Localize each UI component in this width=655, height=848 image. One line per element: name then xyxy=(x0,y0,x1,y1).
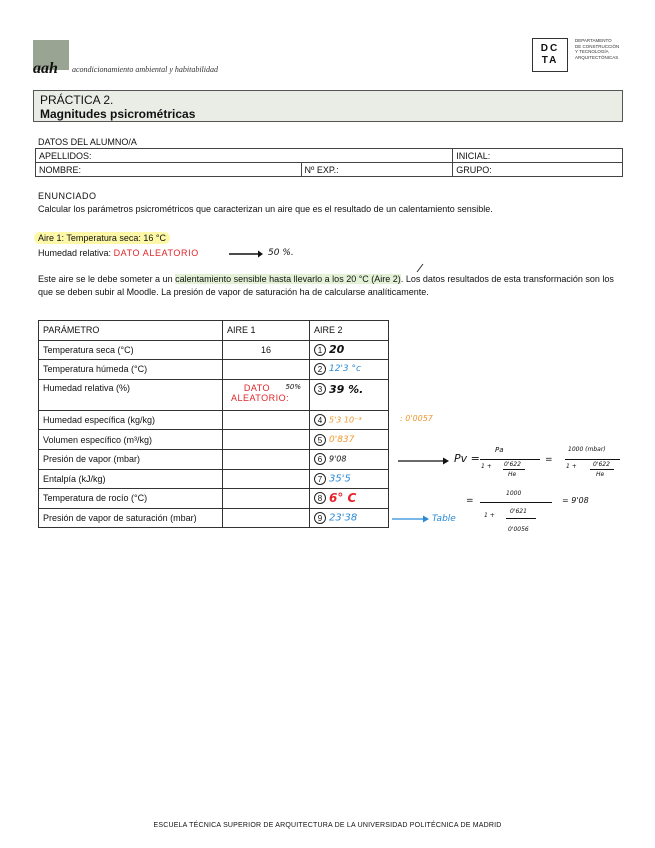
header-parametro: PARÁMETRO xyxy=(39,321,223,341)
row-number: 9 xyxy=(314,512,326,524)
aire2-cell[interactable] xyxy=(310,360,389,380)
param-cell: Temperatura húmeda (°C) xyxy=(39,360,223,380)
param-cell: Humedad específica (kg/kg) xyxy=(39,410,223,430)
dept-name xyxy=(575,38,645,60)
aire1-cell[interactable] xyxy=(223,379,310,410)
hum-especifica-note: : 0'0057 xyxy=(400,414,433,423)
aire1-label: Aire 1: Temperatura seca: 16 °C xyxy=(34,232,170,244)
statement-paragraph xyxy=(38,273,628,299)
row-number: 7 xyxy=(314,473,326,485)
dept-logo-line2: TA xyxy=(541,55,559,66)
param-text: Volumen específico (m³/kg) xyxy=(43,434,153,445)
pv-label: Pv = xyxy=(454,452,480,465)
para-highlight: calentamiento sensible hasta llevarlo a los 20 °C (Aire 2) xyxy=(175,274,401,284)
aire2-value: 5'3 10⁻³ xyxy=(329,415,362,425)
formula-frac-num: 0'622 xyxy=(593,461,610,468)
logo-subtitle: acondicionamiento ambiental y habitabilidad xyxy=(72,65,218,74)
aire2-cell[interactable] xyxy=(310,449,389,469)
row-number: 5 xyxy=(314,434,326,446)
nombre-label: NOMBRE: xyxy=(39,164,82,175)
table-row xyxy=(39,360,389,380)
header-aire1: AIRE 1 xyxy=(223,321,310,341)
fraction-bar xyxy=(503,469,525,470)
aire2-value: 0'837 xyxy=(329,434,355,445)
aire1-cell[interactable] xyxy=(223,508,310,528)
fraction-bar xyxy=(480,459,540,460)
table-row xyxy=(39,430,389,450)
aire2-cell[interactable] xyxy=(310,508,389,528)
formula-frac-den2: 0'0056 xyxy=(508,526,529,533)
aire2-value: 23'38 xyxy=(329,512,358,524)
table-row xyxy=(39,489,389,509)
dept-name-line: Y TECNOLOGÍA xyxy=(575,49,609,54)
header-aire2: AIRE 2 xyxy=(310,321,389,341)
humedad-handwritten-note: 50 %. xyxy=(268,248,294,258)
row-number: 6 xyxy=(314,453,326,465)
apellidos-label: APELLIDOS: xyxy=(39,150,92,161)
row-number: 2 xyxy=(314,363,326,375)
aire1-cell[interactable] xyxy=(223,489,310,509)
fraction-bar xyxy=(506,518,536,519)
aire1-note: 50% xyxy=(285,382,302,391)
humedad-line xyxy=(38,248,199,258)
inicial-label: INICIAL: xyxy=(456,150,491,161)
param-cell: Presión de vapor (mbar) xyxy=(39,449,223,469)
student-section-title: DATOS DEL ALUMNO/A xyxy=(38,137,137,147)
formula-frac-num2: 0'621 xyxy=(510,508,527,515)
aire2-value: 35'5 xyxy=(329,473,351,485)
aire2-value: 6° C xyxy=(329,491,357,506)
para-text: . Los datos resultados de esta transformación son los que se deben subir al Moodle. La presión de vapor de saturación ha de calcularse analíticamente. xyxy=(38,274,614,297)
fraction-bar xyxy=(565,459,620,460)
aire1-cell[interactable] xyxy=(223,410,310,430)
aire2-value: 12'3 °c xyxy=(329,364,361,375)
table-row xyxy=(39,469,389,489)
aire2-value: 9'08 xyxy=(329,454,347,464)
dept-logo xyxy=(532,38,568,72)
formula-equals: = xyxy=(545,455,553,465)
statement-heading: ENUNCIADO xyxy=(38,191,97,201)
formula-one-plus: 1 + xyxy=(566,463,577,470)
dato-aleatorio: DATO ALEATORIO: xyxy=(230,382,290,403)
aire2-value: 20 xyxy=(329,343,345,357)
row-number: 8 xyxy=(314,492,326,504)
nexp-label: Nº EXP.: xyxy=(304,164,339,175)
aire1-cell[interactable] xyxy=(223,449,310,469)
formula-one-plus: 1 + xyxy=(481,463,492,470)
table-row xyxy=(39,449,389,469)
table-row xyxy=(39,410,389,430)
formula-frac-num: 0'622 xyxy=(504,461,521,468)
param-cell: Humedad relativa (%) xyxy=(39,379,223,410)
param-cell: Temperatura seca (°C) xyxy=(39,340,223,360)
table-row xyxy=(39,508,389,528)
formula-result: = 9'08 xyxy=(562,496,589,505)
dept-name-line: ARQUITECTÓNICAS xyxy=(575,54,619,60)
formula-one-plus: 1 + xyxy=(484,512,495,519)
formula-num-1000: 1000 (mbar) xyxy=(568,446,606,453)
aire2-cell[interactable] xyxy=(310,340,389,360)
dept-name-line: DE CONSTRUCCIÓN xyxy=(575,43,620,49)
aire1-cell[interactable] xyxy=(223,360,310,380)
formula-1000: 1000 xyxy=(506,490,522,497)
aire2-cell[interactable] xyxy=(310,379,389,410)
statement-body: Calcular los parámetros psicrométricos que caracterizan un aire que es el resultado de un calentamiento sensible. xyxy=(38,204,493,214)
aire2-cell[interactable] xyxy=(310,410,389,430)
arrow-icon xyxy=(392,514,430,524)
formula-frac-den: He xyxy=(596,471,605,478)
arrow-icon xyxy=(398,456,450,466)
tabla-note: Table xyxy=(432,514,456,524)
aire1-cell[interactable]: 16 xyxy=(223,340,310,360)
param-cell xyxy=(39,430,223,450)
aire2-value: 39 %. xyxy=(329,382,364,396)
fraction-bar xyxy=(480,502,552,503)
footer: ESCUELA TÉCNICA SUPERIOR DE ARQUITECTURA DE LA UNIVERSIDAD POLITÉCNICA DE MADRID xyxy=(153,822,502,829)
aire2-cell[interactable] xyxy=(310,489,389,509)
para-text: Este aire se le debe someter a un xyxy=(38,274,176,284)
formula-frac-den: He xyxy=(508,471,517,478)
aire1-cell[interactable] xyxy=(223,430,310,450)
nombre-field[interactable] xyxy=(36,163,302,177)
logo-text: aah xyxy=(33,60,58,77)
aire2-cell[interactable] xyxy=(310,430,389,450)
param-cell: Entalpía (kJ/kg) xyxy=(39,469,223,489)
aire1-cell[interactable] xyxy=(223,469,310,489)
practice-title: Magnitudes psicrométricas xyxy=(40,107,196,121)
practice-number: PRÁCTICA 2. xyxy=(40,93,114,107)
dept-logo-line1: DC xyxy=(540,43,560,54)
row-number: 3 xyxy=(314,383,326,395)
grupo-label: GRUPO: xyxy=(456,164,492,175)
param-cell: Presión de vapor de saturación (mbar) xyxy=(39,508,223,528)
nexp-field[interactable] xyxy=(301,163,453,177)
parameters-table xyxy=(38,320,389,528)
arrow-icon xyxy=(228,248,264,258)
pen-mark-icon xyxy=(415,263,425,273)
grupo-field[interactable] xyxy=(453,163,623,177)
table-row xyxy=(39,379,389,410)
humedad-value: DATO ALEATORIO xyxy=(113,248,199,258)
fraction-bar xyxy=(590,469,614,470)
param-cell: Temperatura de rocío (°C) xyxy=(39,489,223,509)
row-number: 1 xyxy=(314,344,326,356)
formula-pa: Pa xyxy=(495,446,504,454)
practice-title-box xyxy=(33,90,623,122)
inicial-field[interactable] xyxy=(453,149,623,163)
apellidos-field[interactable] xyxy=(36,149,453,163)
dept-name-line: DEPARTAMENTO xyxy=(575,38,612,43)
table-row xyxy=(39,340,389,360)
row-number: 4 xyxy=(314,414,326,426)
humedad-label: Humedad relativa: xyxy=(38,248,112,258)
aire2-cell[interactable] xyxy=(310,469,389,489)
student-data-table xyxy=(35,148,623,177)
formula-equals: = xyxy=(466,496,474,506)
